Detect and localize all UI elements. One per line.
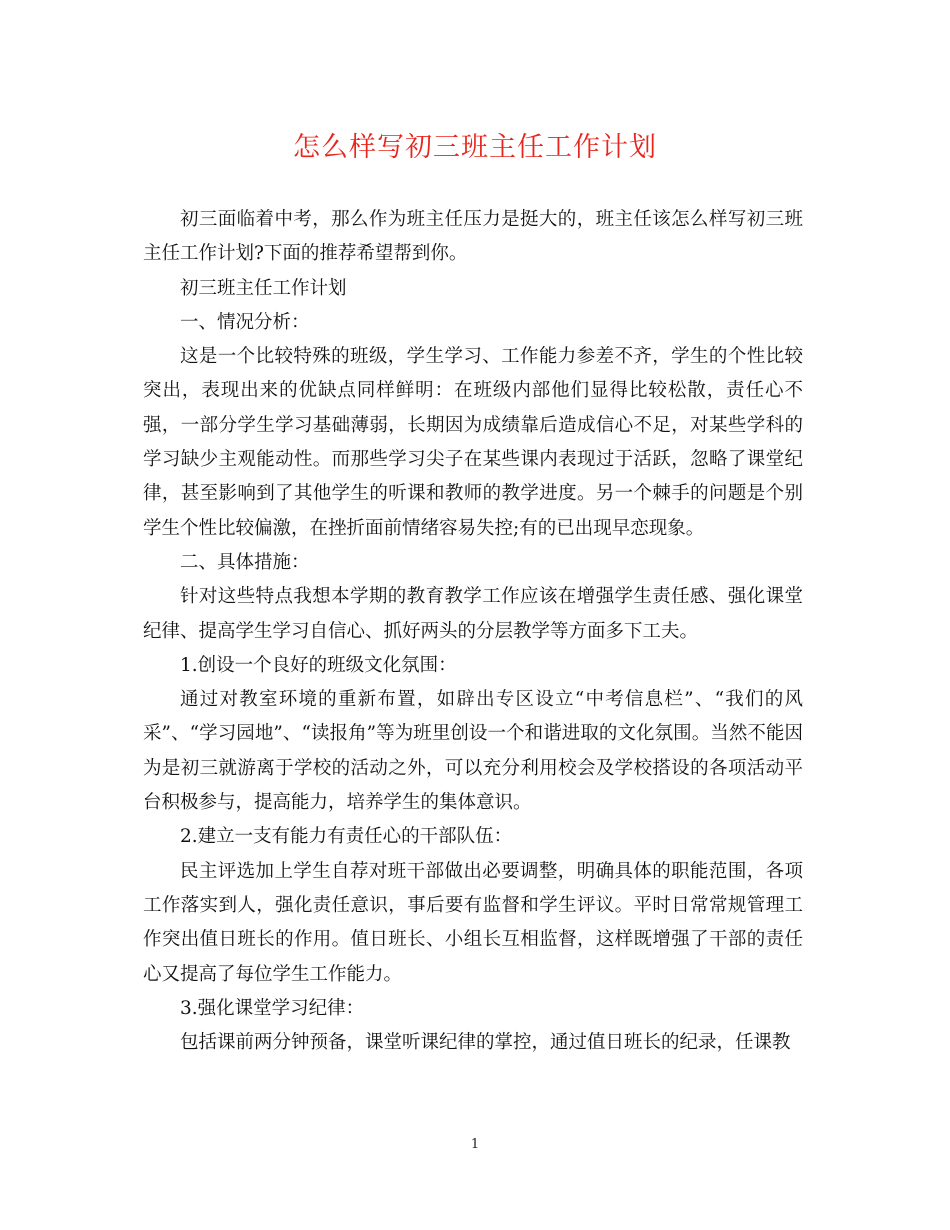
- paragraph-intro: 初三面临着中考，那么作为班主任压力是挺大的，班主任该怎么样写初三班主任工作计划?下面的推荐希望帮到你。: [143, 209, 803, 265]
- paragraph-analysis: 这是一个比较特殊的班级，学生学习、工作能力参差不齐，学生的个性比较突出，表现出来的优缺点同样鲜明：在班级内部他们显得比较松散，责任心不强，一部分学生学习基础薄弱，长期因为成绩靠后造成信心不足，对某些学科的学习缺少主观能动性。而那些学习尖子在某些课内表现过于活跃，忽略了课堂纪律，甚至影响到了其他学生的听课和教师的教学进度。另一个棘手的问题是个别学生个性比较偏激，在挫折面前情绪容易失控;有的已出现早恋现象。: [143, 346, 803, 539]
- subheading-cadres: 2.建立一支有能力有责任心的干部队伍：: [180, 826, 513, 848]
- paragraph-culture: 通过对教室环境的重新布置，如辟出专区设立“中考信息栏”、“我们的风采”、“学习园地”、“读报角”等为班里创设一个和谐进取的文化氛围。当然不能因为是初三就游离于学校的活动之外，可以充分利用校会及学校搭设的各项活动平台积极参与，提高能力，培养学生的集体意识。: [143, 689, 803, 814]
- subheading-culture: 1.创设一个良好的班级文化氛围：: [180, 654, 457, 676]
- paragraph-cadres: 民主评选加上学生自荐对班干部做出必要调整，明确具体的职能范围，各项工作落实到人，强化责任意识，事后要有监督和学生评议。平时日常常规管理工作突出值日班长的作用。值日班长、小组长互相监督，这样既增强了干部的责任心又提高了每位学生工作能力。: [143, 860, 803, 985]
- section-heading-measures: 二、具体措施：: [180, 551, 310, 573]
- paragraph-measures: 针对这些特点我想本学期的教育教学工作应该在增强学生责任感、强化课堂纪律、提高学生学习自信心、抓好两头的分层教学等方面多下工夫。: [143, 586, 803, 642]
- document-title: 怎么样写初三班主任工作计划: [293, 132, 657, 163]
- subheading-discipline: 3.强化课堂学习纪律：: [180, 997, 365, 1019]
- section-heading-analysis: 一、情况分析：: [180, 311, 310, 333]
- document-body: [143, 203, 803, 1060]
- paragraph-discipline: 包括课前两分钟预备，课堂听课纪律的掌控，通过值日班长的纪录，任课教: [180, 1032, 791, 1054]
- page-number: 1: [470, 1137, 480, 1152]
- paragraph-plan-heading: 初三班主任工作计划: [180, 277, 347, 299]
